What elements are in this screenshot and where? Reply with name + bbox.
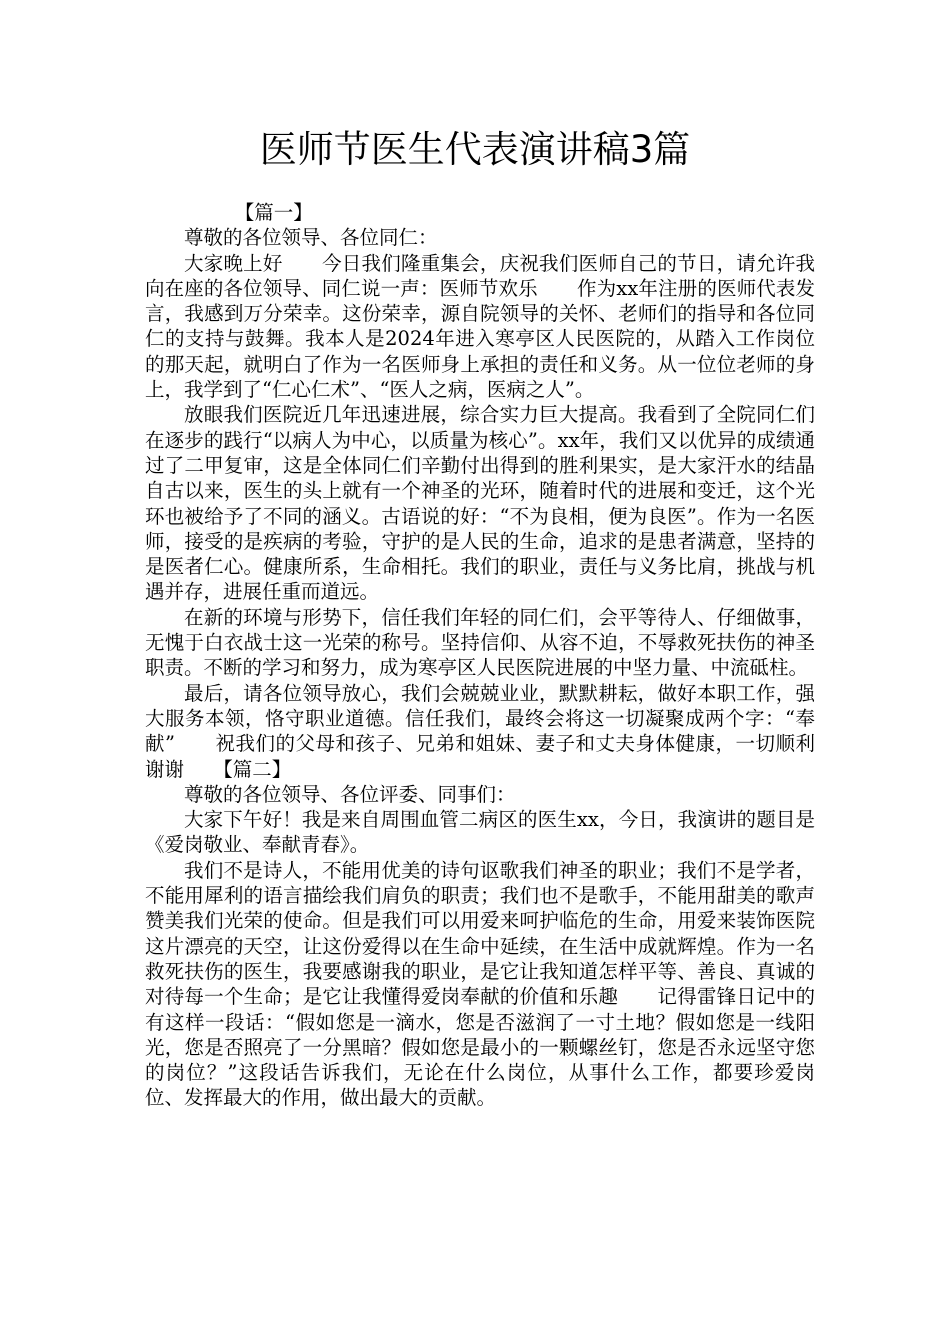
paragraph-salutation-2: 尊敬的各位领导、各位评委、同事们： [184,782,516,806]
document-body [145,200,855,1111]
paragraph: 最后，请各位领导放心，我们会兢兢业业，默默耕耘，做好本职工作，强大服务本领，恪守职业道德。信任我们，最终会将这一切凝聚成两个字：“奉献” 祝我们的父母和孩子、兄弟和姐妹、妻子和丈夫身体健康，一切顺利 谢谢 【篇二】 [145,681,855,781]
section-label-1: 【篇一】 [234,201,313,224]
document-title: 医师节医生代表演讲稿3篇 [259,128,691,171]
paragraph: 大家下午好！我是来自周围血管二病区的医生xx，今日，我演讲的题目是《爱岗敬业、奉献青春》。 [145,808,815,857]
paragraph-salutation-1: 尊敬的各位领导、各位同仁： [184,226,438,250]
paragraph: 放眼我们医院近几年迅速进展，综合实力巨大提高。我看到了全院同仁们在逐步的践行“以病人为中心，以质量为核心”。xx年，我们又以优异的成绩通过了二甲复审，这是全体同仁们辛勤付出得到的胜利果实，是大家汗水的结晶 自古以来，医生的头上就有一个神圣的光环，随着时代的进展和变迁，这个光环也被给予了不同的涵义。古语说的好：“不为良相，便为良医”。作为一名医师，接受的是疾病的考验，守护的是人民的生命，追求的是患者满意，坚持的是医者仁心。健康所系，生命相托。我们的职业，责任与义务比肩，挑战与机遇并存，进展任重而道远。 [145,403,855,604]
paragraph: 在新的环境与形势下，信任我们年轻的同仁们，会平等待人、仔细做事，无愧于白衣战士这一光荣的称号。坚持信仰、从容不迫，不辱救死扶伤的神圣职责。不断的学习和努力，成为寒亭区人民医院进展的中坚力量、中流砥柱。 [145,605,815,680]
paragraph: 大家晚上好 今日我们隆重集会，庆祝我们医师自己的节日，请允许我向在座的各位领导、同仁说一声：医师节欢乐 作为xx年注册的医师代表发言，我感到万分荣幸。这份荣幸，源自院领导的关怀、老师们的指导和各位同仁的支持与鼓舞。我本人是2024年进入寒亭区人民医院的，从踏入工作岗位的那天起，就明白了作为一名医师身上承担的责任和义务。从一位位老师的身上，我学到了“仁心仁术”、“医人之病，医病之人”。 [145,251,815,402]
paragraph: 我们不是诗人，不能用优美的诗句讴歌我们神圣的职业；我们不是学者，不能用犀利的语言描绘我们肩负的职责；我们也不是歌手，不能用甜美的歌声赞美我们光荣的使命。但是我们可以用爱来呵护临危的生命，用爱来装饰医院这片漂亮的天空，让这份爱得以在生命中延续，在生活中成就辉煌。作为一名救死扶伤的医生，我要感谢我的职业，是它让我知道怎样平等、善良、真诚的对待每一个生命；是它让我懂得爱岗奉献的价值和乐趣 记得雷锋日记中的有这样一段话：“假如您是一滴水，您是否滋润了一寸土地？假如您是一线阳光，您是否照亮了一分黑暗？假如您是最小的一颗螺丝钉，您是否永远坚守您的岗位？”这段话告诉我们，无论在什么岗位，从事什么工作，都要珍爱岗位、发挥最大的作用，做出最大的贡献。 [145,858,815,1110]
